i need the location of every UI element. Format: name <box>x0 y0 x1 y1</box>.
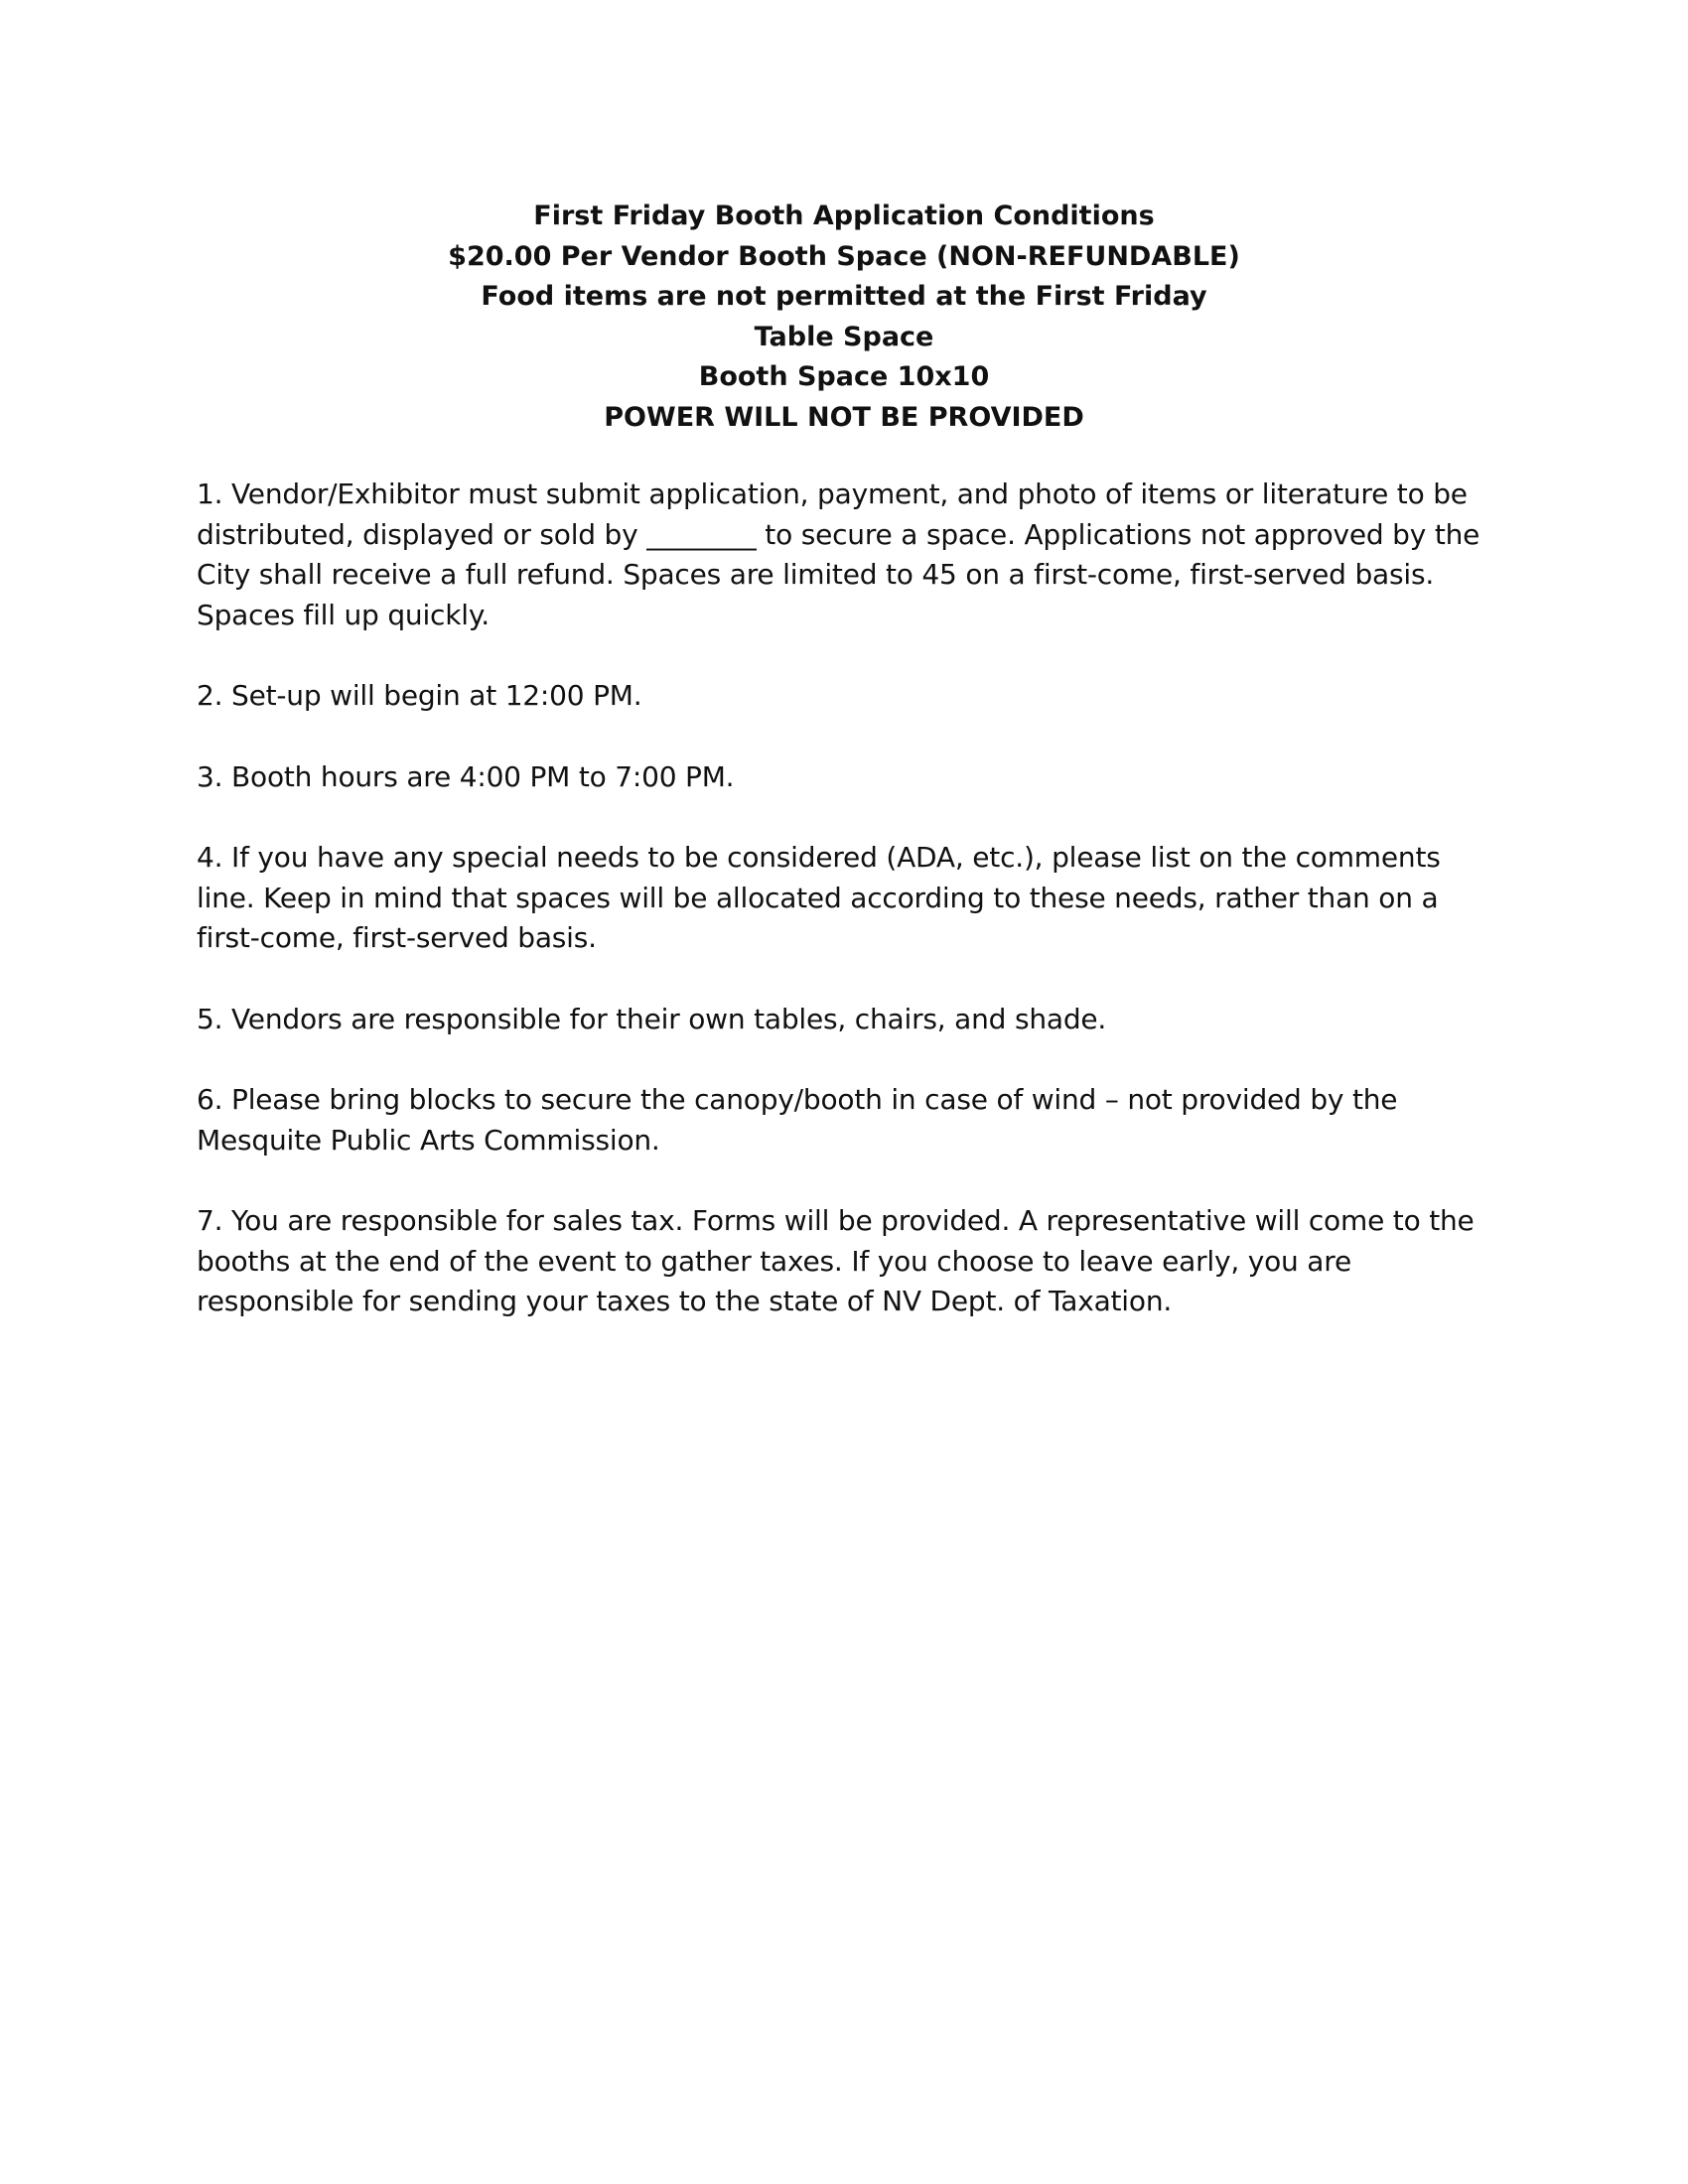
condition-2: 2. Set-up will begin at 12:00 PM. <box>197 679 642 712</box>
fee-line: $20.00 Per Vendor Booth Space (NON-REFUNDABLE) <box>448 240 1240 272</box>
document-title: First Friday Booth Application Conditions <box>533 201 1155 231</box>
condition-3: 3. Booth hours are 4:00 PM to 7:00 PM. <box>197 759 735 793</box>
condition-5: 5. Vendors are responsible for their own tables, chairs, and shade. <box>197 1002 1107 1035</box>
condition-7: 7. You are responsible for sales tax. Forms will be provided. A representative will come to the booths at the end of the event to gather taxes. If you choose to leave early, you are responsible for sending your taxes to the state of NV Dept. of Taxation. <box>197 1204 1475 1317</box>
condition-1: 1. Vendor/Exhibitor must submit application, payment, and photo of items or literature to be distributed, displayed or sold by ________ to secure a space. Applications not approved by the City shall receive a full refund. Spaces are limited to 45 on a first-come, first-served basis. Spaces fill up quickly. <box>197 478 1480 631</box>
table-space-line: Table Space <box>754 321 934 352</box>
food-notice-line: Food items are not permitted at the First Friday <box>481 281 1207 312</box>
document-header <box>199 197 1489 438</box>
conditions-list <box>197 475 1499 1363</box>
power-notice-line: POWER WILL NOT BE PROVIDED <box>604 401 1084 433</box>
condition-6: 6. Please bring blocks to secure the canopy/booth in case of wind – not provided by the Mesquite Public Arts Commission. <box>197 1083 1398 1157</box>
booth-size-line: Booth Space 10x10 <box>698 361 990 392</box>
condition-4: 4. If you have any special needs to be considered (ADA, etc.), please list on the comments line. Keep in mind that spaces will be allocated according to these needs, rather than on a first-come, first-served basis. <box>197 841 1441 954</box>
